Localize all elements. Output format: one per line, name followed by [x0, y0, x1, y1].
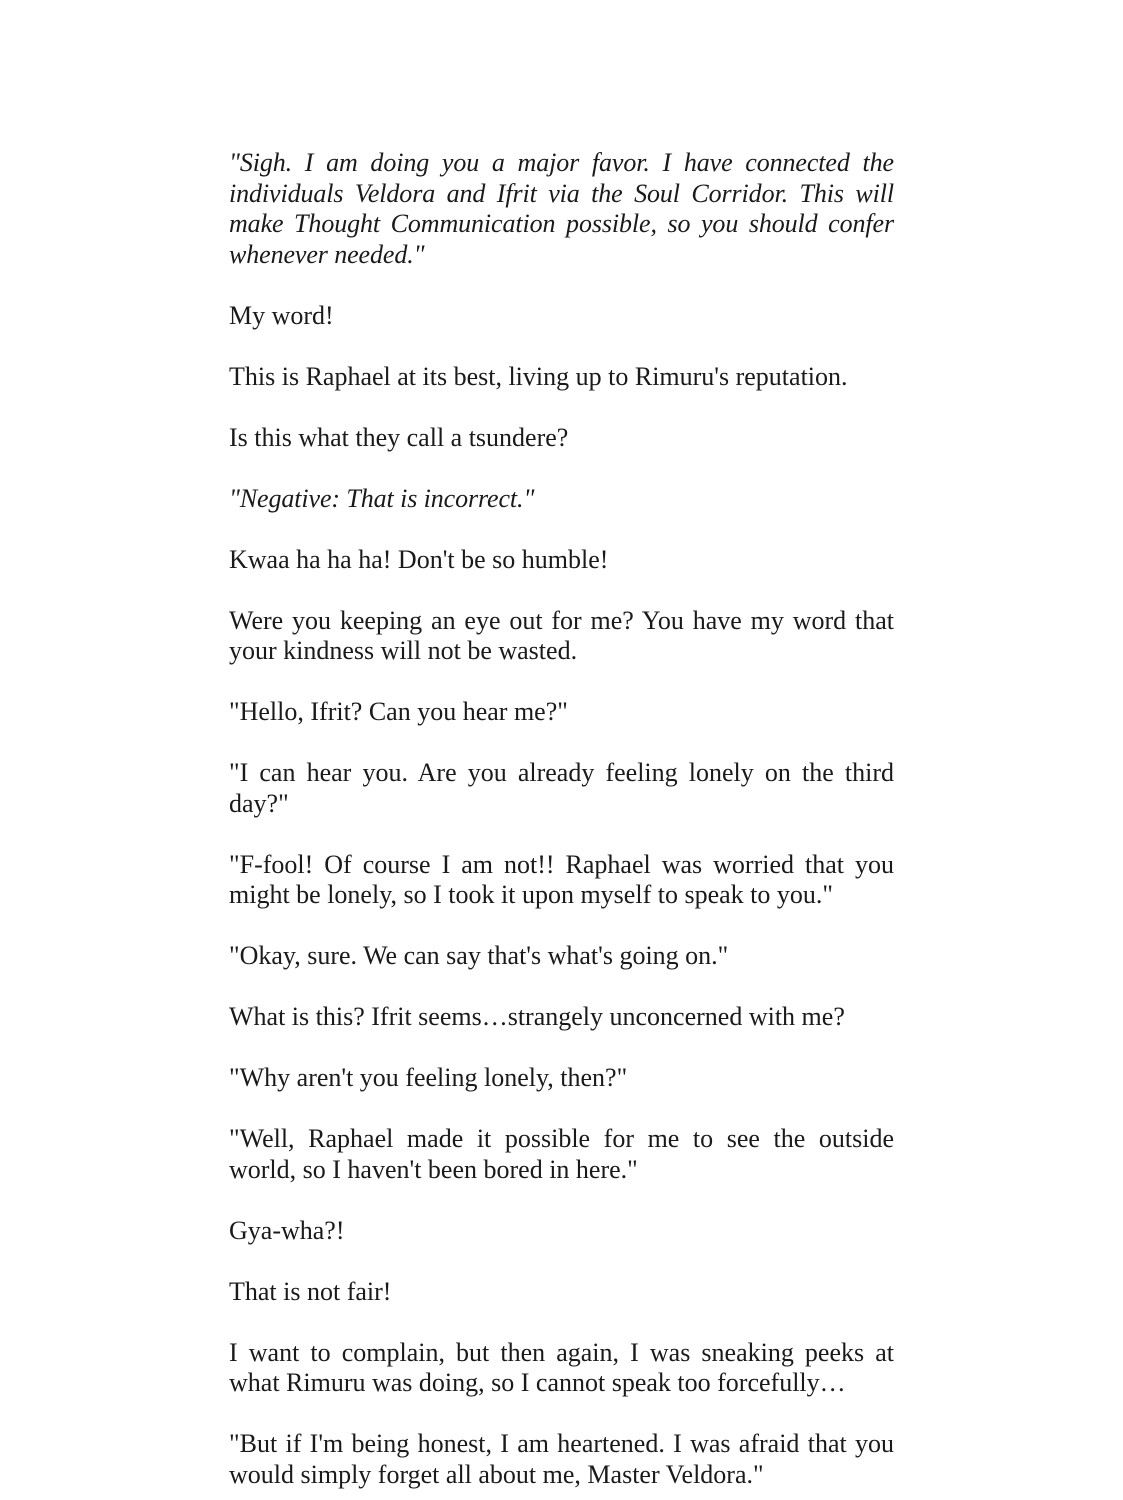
paragraph: "Okay, sure. We can say that's what's going on." — [229, 941, 729, 970]
paragraph: My word! — [229, 300, 334, 330]
paragraph: "Why aren't you feeling lonely, then?" — [229, 1063, 628, 1092]
paragraph: What is this? Ifrit seems…strangely unconcerned with me? — [229, 1002, 845, 1031]
paragraph: Were you keeping an eye out for me? You have my word that your kindness will not be wasted. — [229, 605, 894, 665]
paragraph: This is Raphael at its best, living up to Rimuru's reputation. — [229, 361, 848, 391]
paragraph: That is not fair! — [229, 1276, 392, 1306]
paragraph: "Well, Raphael made it possible for me to see the outside world, so I haven't been bored in here." — [229, 1124, 894, 1184]
paragraph-raphael-message: "Negative: That is incorrect." — [229, 483, 535, 513]
paragraph: Kwaa ha ha ha! Don't be so humble! — [229, 544, 609, 574]
page-body — [229, 148, 894, 1490]
paragraph: I want to complain, but then again, I was sneaking peeks at what Rimuru was doing, so I cannot speak too forcefully… — [229, 1337, 894, 1397]
paragraph: Is this what they call a tsundere? — [229, 422, 569, 452]
paragraph: "But if I'm being honest, I am heartened. I was afraid that you would simply forget all about me, Master Veldora." — [229, 1429, 894, 1489]
paragraph-raphael-message: "Sigh. I am doing you a major favor. I have connected the individuals Veldora and Ifrit via the Soul Corridor. This will make Thought Communication possible, so you should confer whenever needed." — [229, 148, 894, 269]
paragraph: "Hello, Ifrit? Can you hear me?" — [229, 697, 568, 726]
paragraph: "I can hear you. Are you already feeling lonely on the third day?" — [229, 758, 894, 818]
paragraph: "F-fool! Of course I am not!! Raphael was worried that you might be lonely, so I took it upon myself to speak to you." — [229, 849, 894, 909]
paragraph: Gya-wha?! — [229, 1215, 345, 1245]
